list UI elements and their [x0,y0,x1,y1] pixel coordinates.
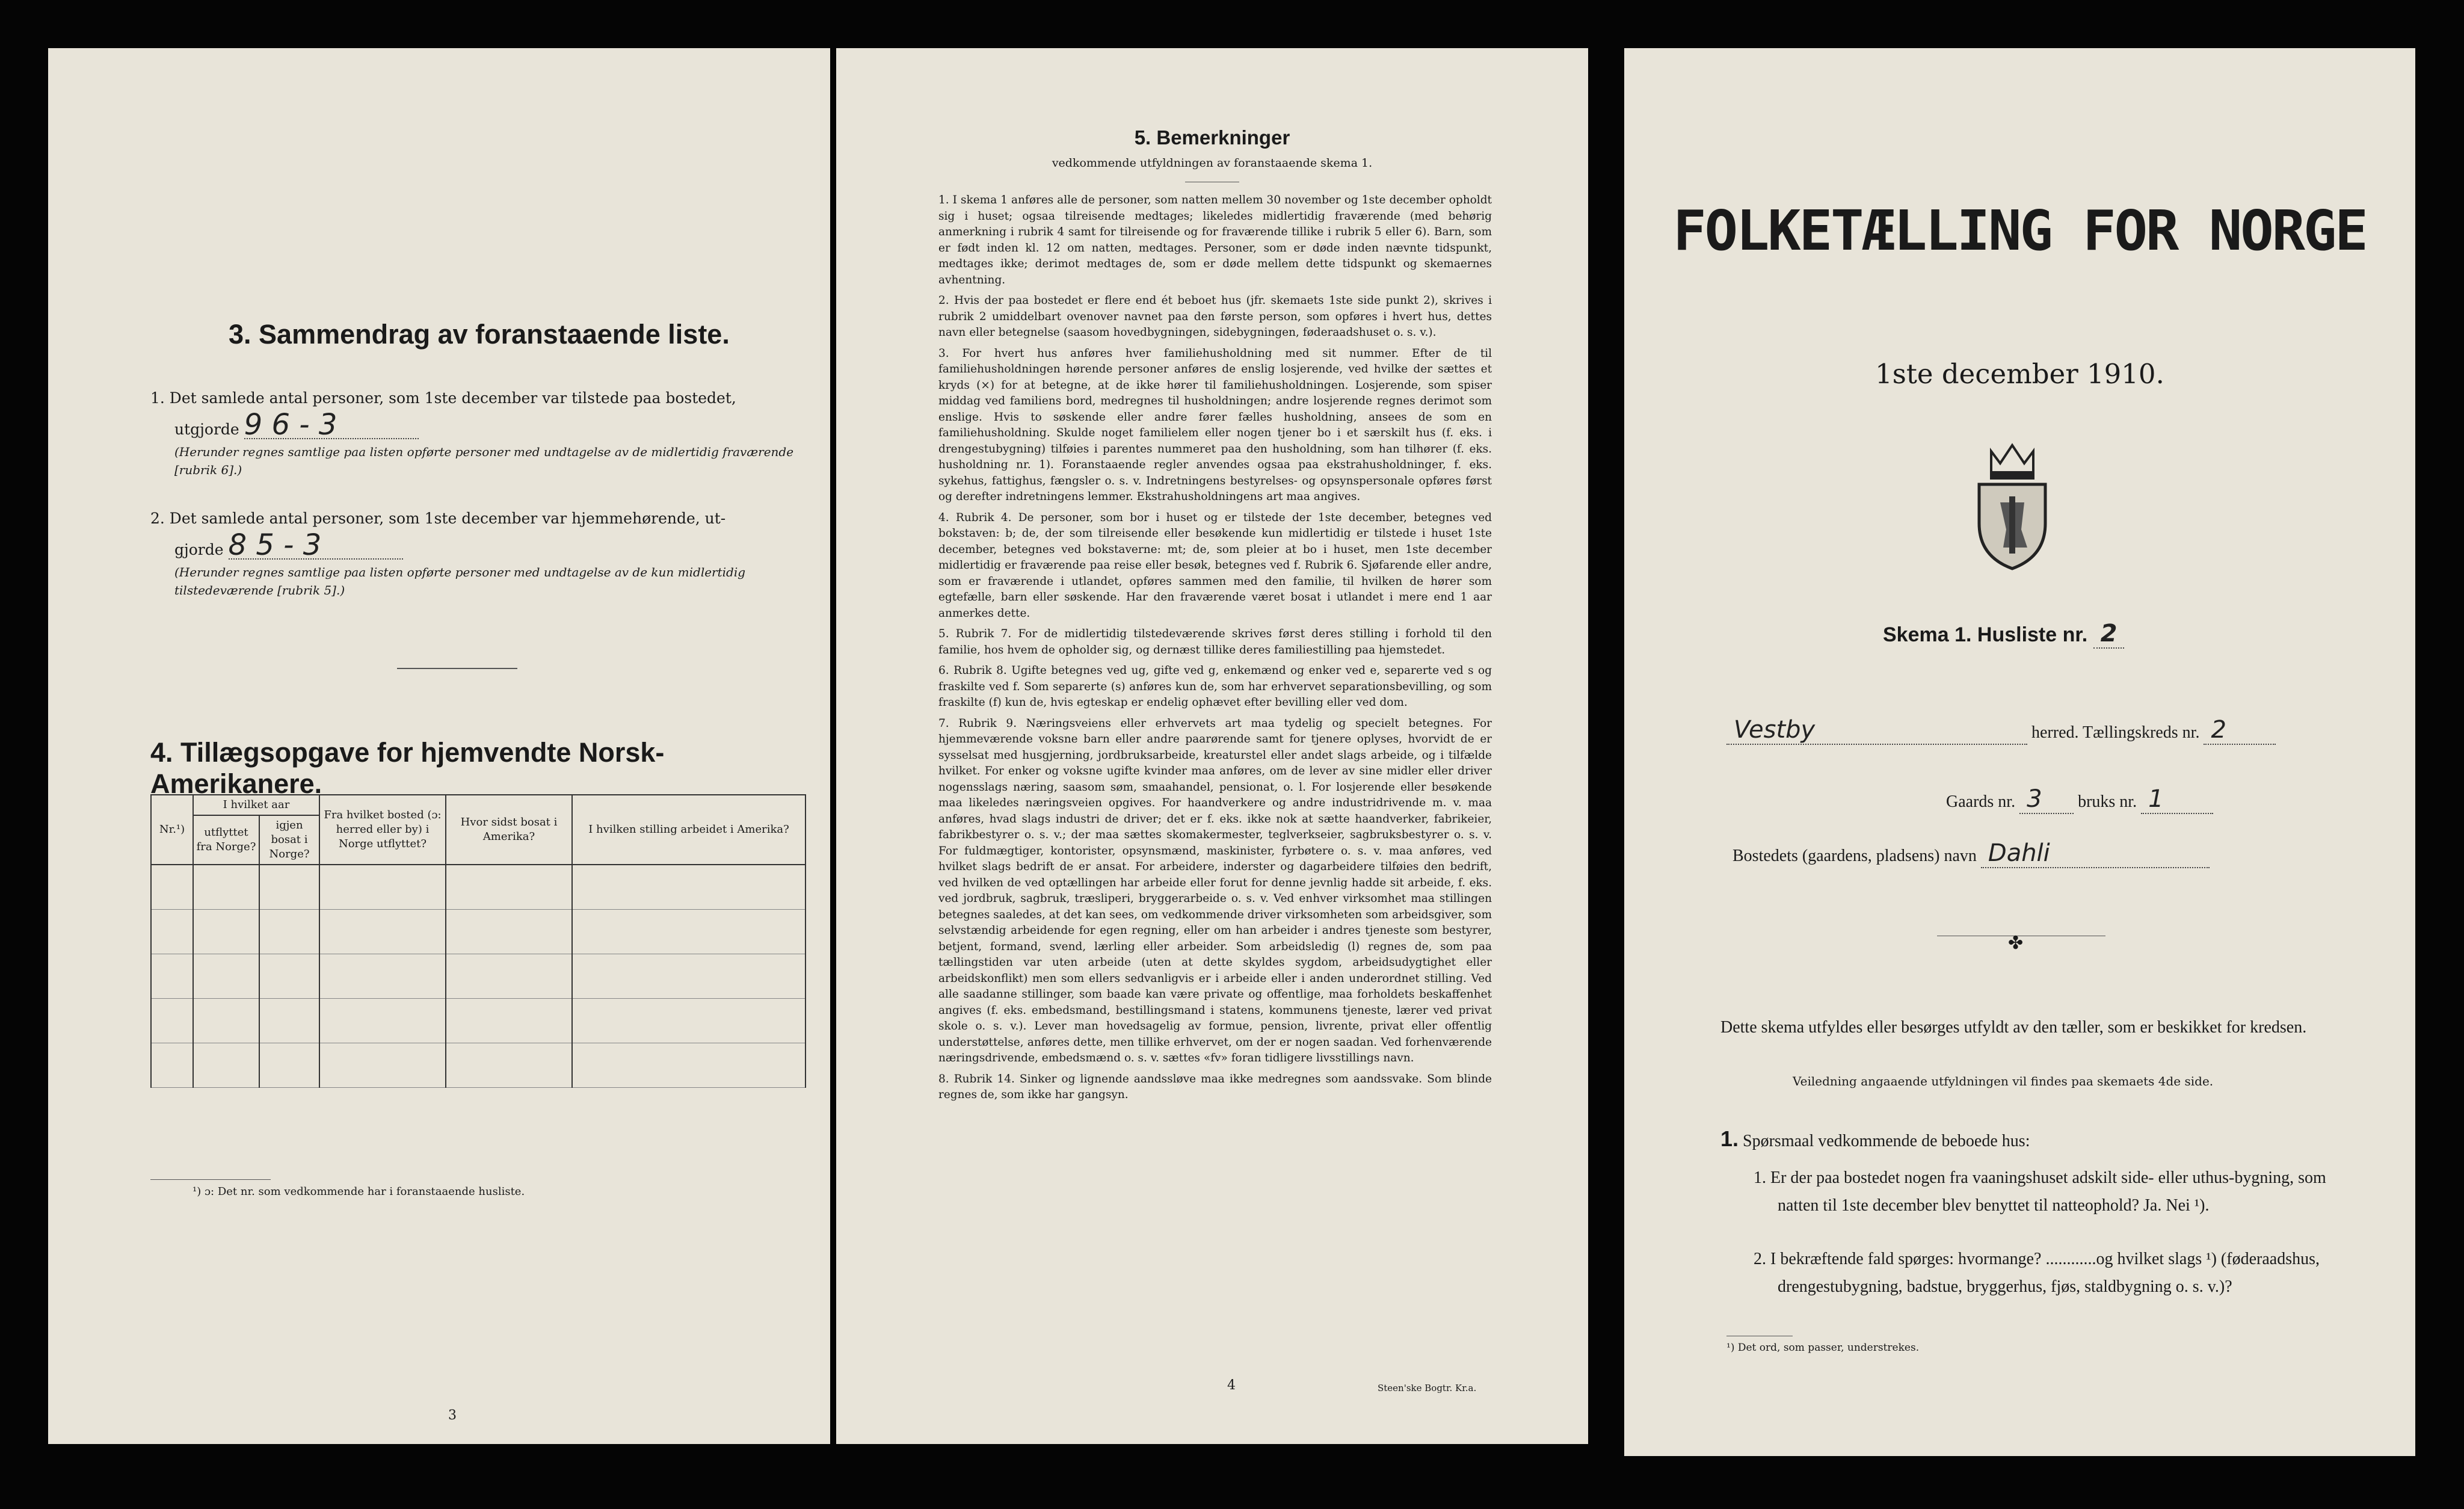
question-2: 2. I bekræftende fald spørges: hvormange? ............og hvilket slags ¹) (føderaadshus, drengestubygning, badstue, bryggerhus, fjøs, staldbygning o. s. v.)? [1754,1250,2320,1296]
kreds-label: Tællingskreds nr. [2083,723,2200,742]
page-middle [836,48,1588,1444]
gaards-row [1946,785,2213,814]
section3-item1-text: 1. Det samlede antal personer, som 1ste december var tilstede paa bostedet, [150,389,736,407]
questions-heading-text: Spørsmaal vedkommende de beboede hus: [1743,1132,2030,1150]
bruks-label: bruks nr. [2078,792,2137,811]
bruks-value[interactable]: 1 [2141,785,2213,814]
section5-subtitle: vedkommende utfyldningen av foranstaaende skema 1. [1052,156,1373,170]
page-number-left: 3 [448,1408,457,1423]
right-footnote: ¹) Det ord, som passer, understrekes. [1726,1342,1920,1354]
remark-paragraph: 4. Rubrik 4. De personer, som bor i huset og er tilstede der 1ste december, betegnes ved bokstaven: b; de, der som tilreisende eller besøkende kun midlertidig er tilstede i huset 1ste december, betegnes ved bokstaverne: mt; de, som pleier at bo i huset, men 1ste december midlertidig er fraværende paa reise eller besøk, betegnes ved f. Rubrik 6. Sjøfarende eller andre, som er fraværende i utlandet, opføres sammen med den familie, til hvilken de hører som egtefælle, barn eller søskende. Har den fraværende været bosat i utlandet i mere end 1 aar anmerkes dette. [938,511,1492,620]
remark-paragraph: 6. Rubrik 8. Ugifte betegnes ved ug, gifte ved g, enkemænd og enker ved e, separerte ved s og fraskilte ved f. Som separerte (s) anføres kun de, som har erhvervet separationsbevilling, og som fraskilte (f) kun de, hvis egteskap er endelig ophævet efter bevilling eller ved dom. [938,664,1492,709]
skema-label [1883,620,2124,649]
table-row [151,909,805,954]
col-last: Hvor sidst bosat i Amerika? [446,795,572,865]
section3-item2-text: 2. Det samlede antal personer, som 1ste december var hjemmehørende, ut- [150,510,726,527]
section3-item1-value: 9 6 - 3 [244,412,419,439]
section3-item2-lead: gjorde [174,541,224,558]
herred-value[interactable]: Vestby [1726,716,2027,745]
kreds-value[interactable]: 2 [2204,716,2276,745]
section3-item2 [150,505,812,599]
remark-paragraph: 2. Hvis der paa bostedet er flere end ét beboet hus (jfr. skemaets 1ste side punkt 2), skrives i rubrik 2 umiddelbart ovenover navnet paa den første person, som opføres i hvert hus, dettes navn eller betegnelse (saasom hovedbygningen, sidebygningen, føderaadshuset o. s. v.). [938,294,1492,339]
question-1: 1. Er der paa bostedet nogen fra vaaningshuset adskilt side- eller uthus-bygning, som natten til 1ste december blev benyttet til natteophold? Ja. Nei ¹). [1754,1168,2326,1215]
coat-of-arms-icon [1967,439,2057,572]
gaards-label: Gaards nr. [1946,792,2016,811]
page-left [48,48,830,1444]
table-row [151,954,805,998]
section3-item2-value: 8 5 - 3 [229,532,403,560]
section3-title: 3. Sammendrag av foranstaaende liste. [229,319,730,350]
section3-item1-lead: utgjorde [174,421,239,438]
instruction-text: Dette skema utfyldes eller besørges utfyldt av den tæller, som er beskikket for kredsen. [1720,1018,2307,1037]
page-right [1624,48,2415,1456]
section4-title: 4. Tillægsopgave for hjemvendte Norsk-Amerikanere. [150,737,665,799]
remark-paragraph: 7. Rubrik 9. Næringsveiens eller erhvervets art maa tydelig og specielt betegnes. For hjemmeværende voksne barn eller andre paarørende samt for tjenere oplyses, hvorvidt de er sysselsat med husgjerning, jordbruksarbeide, kreaturstel eller andet slags arbeide, og i tilfælde hvilket. For enker og voksne ugifte kvinder maa anføres, om de lever av sine midler eller driver nogensslags næring, saasom søm, smaahandel, pensionat, o. l. For losjerende eller besøkende maa likeledes næringsveien opgives. For haandverkere og andre industridrivende m. v. maa anføres, hvad slags industri de driver; det er f. eks. ikke nok at sætte haandverker, fabrikeier, fabrikbestyrer o. s. v.; der maa sættes skomakermester, teglverkseier, sagbruksbestyrer o. s. v. For fuldmægtiger, kontorister, opsynsmænd, maskinister, fyrbøtere o. s. v. maa anføres, ved hvilket slags bedrift de er ansat. For arbeidere, inderster og dagarbeidere tilføies den bedrift, ved hvilken de ved optællingen har arbeide eller forut for denne jevnlig hadde sit arbeide, f. eks. ved jordbruk, sagbruk, træsliperi, bryggerarbeide o. s. v. Ved enhver virksomhet maa stillingen betegnes saaledes, at det kan sees, om vedkommende driver virksomheten som arbeidsgiver, som selvstændig arbeidende for egen regning, eller om han arbeider i andres tjeneste som bestyrer, betjent, formand, svend, lærling eller arbeider. Som arbeidsledig (l) regnes de, som paa tællingstiden var uten arbeide (uten at dette skyldes sygdom, arbeidsudygtighet eller arbeidskonflikt) men som ellers sedvanligvis er i arbeide eller i anden underordnet stilling. Ved alle saadanne stillinger, som baade kan være private og offentlige, maa forholdets beskaffenhet angives (f. eks. embedsmand, bestillingsmand i statens, kommunens tjeneste, lærer ved privat skole o. s. v.). Lever man hovedsagelig av formue, pension, livrente, privat eller offentlig understøttelse, anføres dette, men tillike erhvervet, om der er nogen saadan. Ved forhenværende næringsdrivende, embedsmænd o. s. v. sættes «fv» foran tidligere livsstillings navn. [938,717,1492,1064]
remarks-list [938,193,1492,1108]
table-row [151,865,805,909]
document-title: FOLKETÆLLING FOR NORGE [1673,199,2367,263]
norsk-amerikanere-table [150,794,806,1088]
ornament-icon: ✤ [2008,933,2024,954]
census-date: 1ste december 1910. [1875,358,2164,390]
section5-title: 5. Bemerkninger [1134,126,1290,149]
col-from: Fra hvilket bosted (ɔ: herred eller by) i Norge utflyttet? [319,795,446,865]
bosted-row [1732,839,2210,868]
col-nr: Nr.¹) [151,795,193,865]
col-position: I hvilken stilling arbeidet i Amerika? [572,795,805,865]
remark-paragraph: 8. Rubrik 14. Sinker og lignende aandssløve maa ikke medregnes som aandssvake. Som blinde regnes de, som ikke har gangsyn. [938,1072,1492,1101]
bosted-label: Bostedets (gaardens, pladsens) navn [1732,847,1977,865]
divider [397,668,517,669]
footnote-rule [150,1179,271,1180]
section3-item1 [150,385,812,479]
section4-footnote: ¹) ɔ: Det nr. som vedkommende har i foranstaaende husliste. [192,1185,525,1198]
remark-paragraph: 3. For hvert hus anføres hver familiehusholdning med sit nummer. Efter de til familiehusholdningen hørende personer anføres de enslig losjerende, ved hvilke der sættes et kryds (×) for at betegne, at de ikke hører til familiehusholdningen. Losjerende, som spiser middag ved familiens bord, medregnes til husholdningen; andre losjerende regnes derimot som enslige. Hvis to søskende eller andre fører fælles husholdning, ansees de som en familiehusholdning. Skulde noget familielem eller nogen tjener bo i et særskilt hus (f. eks. i drengestubygning) tilføies i parentes nummeret paa den husholdning, som han tilhører (f. eks. husholdning nr. 1). Foranstaaende regler anvendes ogsaa paa ekstrahusholdninger, f. eks. sykehus, fattighus, fængsler o. s. v. Indretningens bestyrelses- og opsynspersonale opføres først og derefter indretningens lemmer. Ekstrahusholdningens art maa angives. [938,347,1492,503]
herred-row [1726,716,2376,745]
table-row [151,1043,805,1087]
guidance-text: Veiledning angaaende utfyldningen vil findes paa skemaets 4de side. [1793,1074,2214,1088]
remark-paragraph: 5. Rubrik 7. For de midlertidig tilstedeværende skrives først deres stilling i forhold til den familie, hos hvem de opholder sig, og dernæst tillike deres familiestilling paa hjemstedet. [938,628,1492,656]
skema-text: Skema 1. Husliste nr. [1883,623,2088,646]
col-emigrated: utflyttet fra Norge? [193,815,259,865]
herred-label: herred. [2031,723,2079,742]
col-year-group: I hvilket aar [193,795,319,815]
remark-paragraph: 1. I skema 1 anføres alle de personer, som natten mellem 30 november og 1ste december opholdt sig i huset; ogsaa tilreisende medtages; likeledes midlertidig fraværende (med behørig anmerkning i rubrik 4 samt for tilreisende og for fraværende tillike i rubrik 5 eller 6). Barn, som er født inden kl. 12 om natten, medtages. Personer, som er døde inden nævnte tidspunkt, medtages ikke; derimot medtages de, som er døde mellem dette tidspunkt og skemaernes avhentning. [938,194,1492,286]
gaards-value[interactable]: 3 [2019,785,2074,814]
questions-heading [1720,1125,2352,1155]
bosted-value[interactable]: Dahli [1981,839,2210,868]
col-returned: igjen bosat i Norge? [259,815,319,865]
page-number-middle: 4 [1227,1378,1236,1393]
table-row [151,998,805,1043]
questions-heading-number: 1. [1720,1126,1739,1151]
husliste-number[interactable]: 2 [2093,620,2125,649]
printer-mark: Steen'ske Bogtr. Kr.a. [1378,1383,1477,1393]
section3-item2-note: (Herunder regnes samtlige paa listen opførte personer med undtagelse av de kun midlertidig tilstedeværende [rubrik 5].) [174,565,746,597]
section3-item1-note: (Herunder regnes samtlige paa listen opførte personer med undtagelse av de midlertidig fraværende [rubrik 6].) [174,445,794,477]
